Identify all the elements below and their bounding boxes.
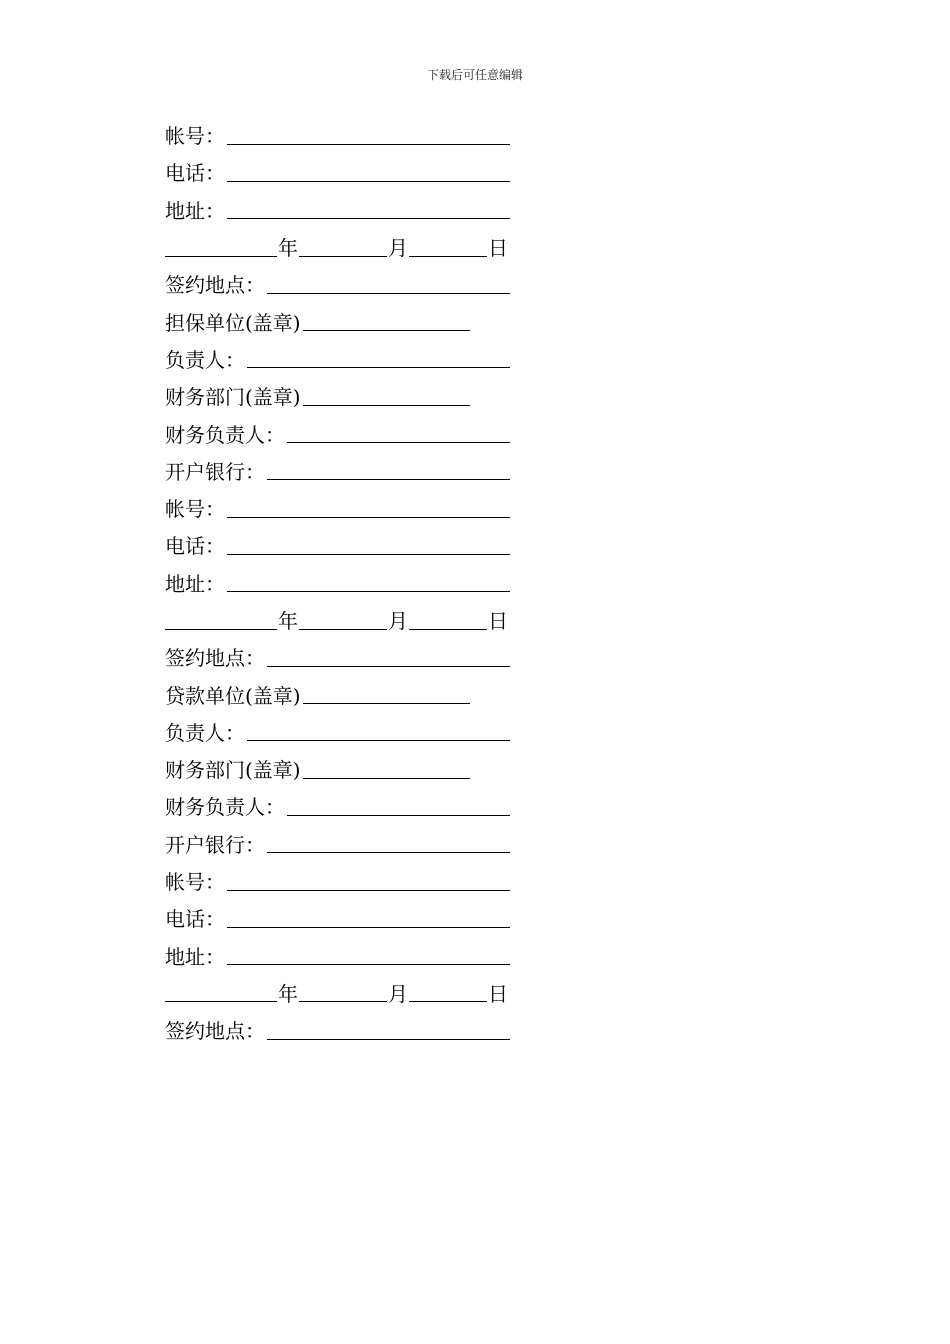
- fill-in-blank[interactable]: [227, 162, 510, 182]
- form-line: [165, 265, 510, 302]
- month-blank[interactable]: [299, 237, 387, 257]
- field-label: 签约地点：: [165, 646, 265, 671]
- field-label: 财务负责人：: [165, 422, 285, 447]
- date-line: [165, 601, 510, 638]
- field-label: 负责人：: [165, 720, 245, 745]
- year-unit-label: 年: [278, 981, 298, 1006]
- year-unit-label: 年: [278, 236, 298, 261]
- form-line: [165, 414, 510, 451]
- day-blank[interactable]: [409, 610, 487, 630]
- month-unit-label: 月: [388, 981, 408, 1006]
- fill-in-blank[interactable]: [267, 274, 510, 294]
- month-blank[interactable]: [299, 610, 387, 630]
- signature-form: [165, 116, 510, 1048]
- field-label: 贷款单位(盖章): [165, 683, 301, 708]
- month-blank[interactable]: [299, 982, 387, 1002]
- fill-in-blank[interactable]: [227, 125, 510, 145]
- field-label: 地址：: [165, 571, 225, 596]
- year-blank[interactable]: [165, 237, 277, 257]
- form-line: [165, 116, 510, 153]
- field-label: 电话：: [165, 534, 225, 559]
- fill-in-blank[interactable]: [267, 460, 510, 480]
- fill-in-blank[interactable]: [227, 908, 510, 928]
- fill-in-blank[interactable]: [287, 796, 510, 816]
- form-line: [165, 377, 510, 414]
- fill-in-blank[interactable]: [227, 572, 510, 592]
- field-label: 开户银行：: [165, 832, 265, 857]
- year-unit-label: 年: [278, 609, 298, 633]
- field-label: 财务负责人：: [165, 795, 285, 820]
- month-unit-label: 月: [388, 236, 408, 261]
- field-label: 帐号：: [165, 870, 225, 895]
- form-line: [165, 452, 510, 489]
- form-line: [165, 302, 510, 339]
- fill-in-blank[interactable]: [267, 833, 510, 853]
- fill-in-blank[interactable]: [227, 945, 510, 965]
- form-line: [165, 825, 510, 862]
- fill-in-blank[interactable]: [303, 386, 470, 406]
- form-line: [165, 862, 510, 899]
- form-line: [165, 675, 510, 712]
- form-line: [165, 899, 510, 936]
- fill-in-blank[interactable]: [303, 684, 470, 704]
- day-blank[interactable]: [409, 237, 487, 257]
- header-note: 下载后可任意编辑: [426, 68, 523, 82]
- date-line: [165, 228, 510, 265]
- field-label: 负责人：: [165, 347, 245, 372]
- day-unit-label: 日: [488, 236, 508, 261]
- day-unit-label: 日: [488, 609, 508, 633]
- fill-in-blank[interactable]: [267, 647, 510, 667]
- field-label: 电话：: [165, 161, 225, 186]
- fill-in-blank[interactable]: [227, 535, 510, 555]
- form-line: [165, 526, 510, 563]
- field-label: 电话：: [165, 907, 225, 932]
- fill-in-blank[interactable]: [303, 311, 470, 331]
- fill-in-blank[interactable]: [303, 759, 470, 779]
- fill-in-blank[interactable]: [287, 423, 510, 443]
- fill-in-blank[interactable]: [247, 721, 510, 741]
- form-line: [165, 191, 510, 228]
- form-line: [165, 787, 510, 824]
- form-line: [165, 750, 510, 787]
- form-line: [165, 564, 510, 601]
- form-line: [165, 340, 510, 377]
- field-label: 签约地点：: [165, 1019, 265, 1044]
- year-blank[interactable]: [165, 982, 277, 1002]
- fill-in-blank[interactable]: [227, 498, 510, 518]
- field-label: 地址：: [165, 198, 225, 223]
- form-line: [165, 489, 510, 526]
- day-blank[interactable]: [409, 982, 487, 1002]
- form-line: [165, 153, 510, 190]
- fill-in-blank[interactable]: [227, 199, 510, 219]
- field-label: 签约地点：: [165, 273, 265, 298]
- form-line: [165, 1011, 510, 1048]
- field-label: 财务部门(盖章): [165, 758, 301, 783]
- field-label: 帐号：: [165, 497, 225, 522]
- field-label: 担保单位(盖章): [165, 310, 301, 335]
- day-unit-label: 日: [488, 981, 508, 1006]
- field-label: 地址：: [165, 944, 225, 969]
- form-line: [165, 713, 510, 750]
- field-label: 开户银行：: [165, 459, 265, 484]
- fill-in-blank[interactable]: [267, 1020, 510, 1040]
- year-blank[interactable]: [165, 610, 277, 630]
- field-label: 财务部门(盖章): [165, 385, 301, 410]
- field-label: 帐号：: [165, 124, 225, 149]
- fill-in-blank[interactable]: [227, 871, 510, 891]
- month-unit-label: 月: [388, 609, 408, 633]
- fill-in-blank[interactable]: [247, 348, 510, 368]
- form-line: [165, 937, 510, 974]
- form-line: [165, 638, 510, 675]
- date-line: [165, 974, 510, 1011]
